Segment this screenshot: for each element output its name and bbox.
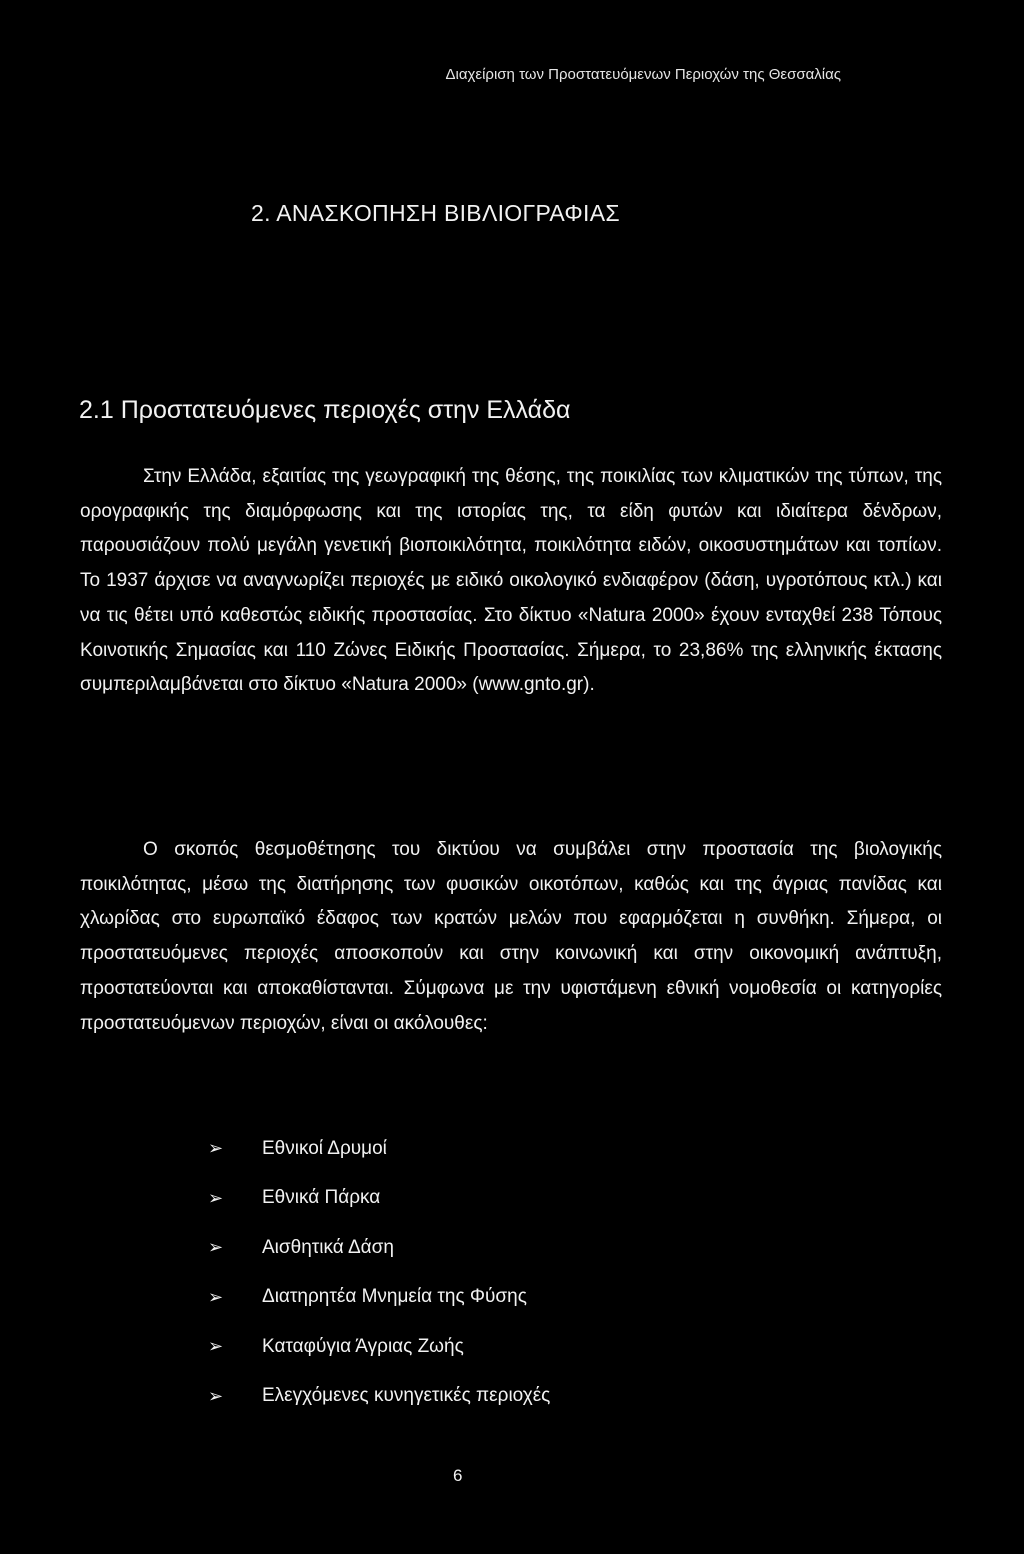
protected-area-categories-list [208, 1124, 550, 1421]
arrowhead-bullet-icon: ➢ [208, 1138, 224, 1159]
arrowhead-bullet-icon: ➢ [208, 1385, 224, 1406]
arrowhead-bullet-icon: ➢ [208, 1187, 224, 1208]
list-item [208, 1322, 550, 1372]
list-item-label: Καταφύγια Άγριας Ζωής [262, 1335, 464, 1357]
arrowhead-bullet-icon: ➢ [208, 1286, 224, 1307]
list-item-label: Διατηρητέα Μνημεία της Φύσης [262, 1286, 527, 1308]
page-number: 6 [453, 1466, 463, 1485]
chapter-title: 2. ΑΝΑΣΚΟΠΗΣΗ ΒΙΒΛΙΟΓΡΑΦΙΑΣ [251, 200, 620, 226]
list-item [208, 1372, 550, 1422]
arrowhead-bullet-icon: ➢ [208, 1237, 224, 1258]
list-item-label: Εθνικά Πάρκα [262, 1187, 381, 1209]
list-item [208, 1174, 550, 1224]
running-header: Διαχείριση των Προστατευόμενων Περιοχών της Θεσσαλίας [445, 66, 841, 83]
paragraph-purpose: Ο σκοπός θεσμοθέτησης του δικτύου να συμβάλει στην προστασία της βιολογικής ποικιλότητας, μέσω της διατήρησης των φυσικών οικοτόπων, καθώς και της άγριας πανίδας και χλωρίδας στο ευρωπαϊκό έδαφος των κρατών μελών που εφαρμόζεται η συνθήκη. Σήμερα, οι προστατευόμενες περιοχές αποσκοπούν και στην κοινωνική και στην οικονομική ανάπτυξη, προστατεύονται και αποκαθίστανται. Σύμφωνα με την υφιστάμενη εθνική νομοθεσία οι κατηγορίες προστατευόμενων περιοχών, είναι οι ακόλουθες: [80, 839, 942, 1034]
list-item [208, 1124, 550, 1174]
list-item-label: Εθνικοί Δρυμοί [262, 1137, 387, 1159]
list-item [208, 1223, 550, 1273]
arrowhead-bullet-icon: ➢ [208, 1336, 224, 1357]
section-title: 2.1 Προστατευόμενες περιοχές στην Ελλάδα [79, 396, 571, 424]
paragraph-intro: Στην Ελλάδα, εξαιτίας της γεωγραφική της θέσης, της ποικιλίας των κλιματικών της τύπων, της ορογραφικής της διαμόρφωσης και της ιστορίας της, τα είδη φυτών και ιδιαίτερα δένδρων, παρουσιάζουν πολύ μεγάλη γενετική βιοποικιλότητα, ποικιλότητα ειδών, οικοσυστημάτων και τοπίων. Το 1937 άρχισε να αναγνωρίζει περιοχές με ειδικό οικολογικό ενδιαφέρον (δάση, υγροτόπους κτλ.) και να τις θέτει υπό καθεστώς ειδικής προστασίας. Στο δίκτυο «Natura 2000» έχουν ενταχθεί 238 Τόπους Κοινοτικής Σημασίας και 110 Ζώνες Ειδικής Προστασίας. Σήμερα, το 23,86% της ελληνικής έκτασης συμπεριλαμβάνεται στο δίκτυο «Natura 2000» (www.gnto.gr). [80, 466, 942, 696]
list-item [208, 1273, 550, 1323]
list-item-label: Ελεγχόμενες κυνηγετικές περιοχές [262, 1385, 551, 1407]
list-item-label: Αισθητικά Δάση [262, 1236, 394, 1258]
